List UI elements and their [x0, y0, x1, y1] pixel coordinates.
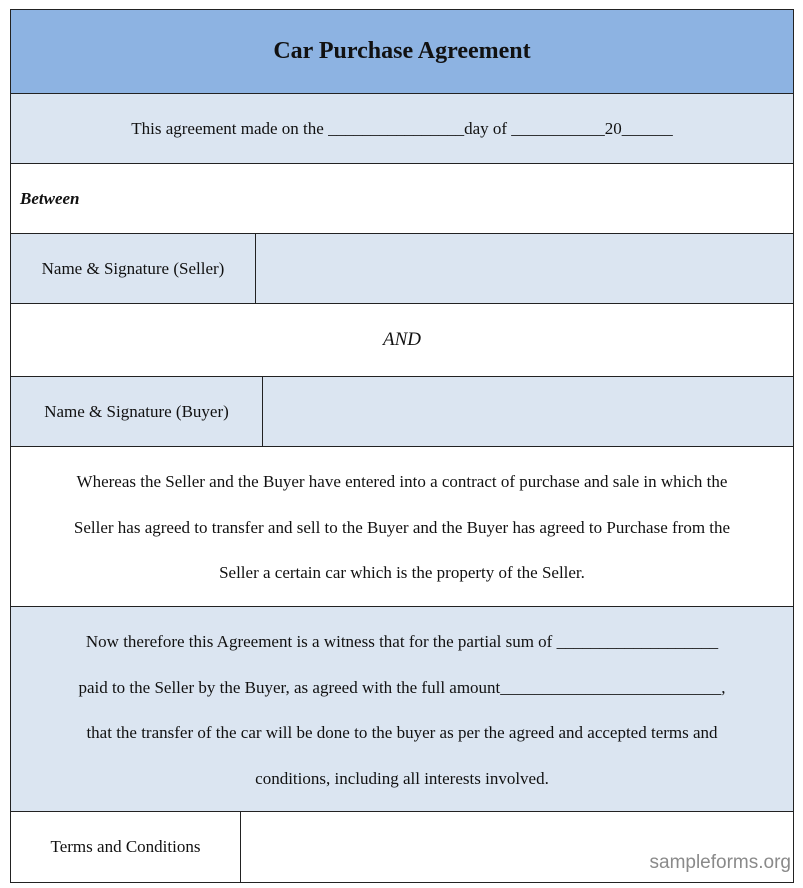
agreement-form — [10, 9, 794, 883]
now-therefore-line[interactable]: Now therefore this Agreement is a witness that for the partial sum of ___________________ — [85, 632, 719, 651]
now-therefore-line: conditions, including all interests involved. — [255, 768, 549, 788]
agreement-date-text[interactable]: This agreement made on the ________________day of ___________20______ — [131, 118, 673, 138]
whereas-line: Whereas the Seller and the Buyer have entered into a contract of purchase and sale in which the — [76, 472, 728, 491]
whereas-line: Seller has agreed to transfer and sell to the Buyer and the Buyer has agreed to Purchase from the — [73, 517, 731, 537]
whereas-paragraph — [11, 447, 793, 607]
buyer-label: Name & Signature (Buyer) — [44, 401, 229, 421]
now-therefore-paragraph — [11, 607, 793, 812]
between-row — [11, 164, 793, 234]
buyer-row — [11, 377, 793, 447]
form-title — [11, 10, 793, 94]
seller-row — [11, 234, 793, 304]
buyer-label-cell — [11, 377, 263, 446]
buyer-signature-field[interactable] — [263, 377, 793, 446]
form-title-text: Car Purchase Agreement — [273, 38, 531, 64]
whereas-line: Seller a certain car which is the property of the Seller. — [219, 563, 585, 582]
terms-label: Terms and Conditions — [50, 837, 201, 856]
between-label: Between — [20, 188, 80, 208]
watermark: sampleforms.org — [649, 852, 791, 873]
and-label: AND — [383, 329, 421, 350]
seller-signature-field[interactable] — [256, 234, 793, 303]
now-therefore-line: that the transfer of the car will be done to the buyer as per the agreed and accepted terms and — [86, 723, 718, 742]
and-row — [11, 304, 793, 377]
seller-label-cell — [11, 234, 256, 303]
agreement-date-row — [11, 94, 793, 164]
now-therefore-line[interactable]: paid to the Seller by the Buyer, as agreed with the full amount__________________________, — [78, 677, 726, 697]
seller-label: Name & Signature (Seller) — [41, 258, 225, 278]
terms-label-cell — [11, 812, 241, 882]
